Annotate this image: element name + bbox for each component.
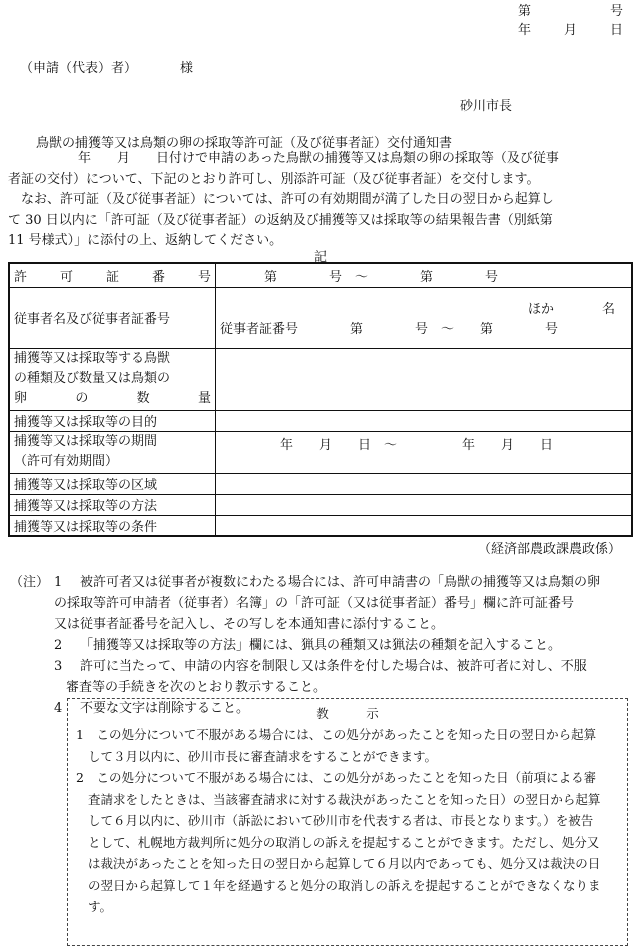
method-value <box>216 494 633 515</box>
honorific-sama: 様 <box>180 61 194 76</box>
intro-line-3: なお、許可証（及び従事者証）については、許可の有効期間が満了した日の翌日から起算し <box>21 192 554 207</box>
conditions-label: 捕獲等又は採取等の条件 <box>9 515 216 536</box>
purpose-label: 捕獲等又は採取等の目的 <box>9 410 216 431</box>
applicant-label: （申請（代表）者） <box>20 61 138 76</box>
period-value: 年 月 日 ～ 年 月 日 <box>216 431 633 473</box>
intro-line-4: て 30 日以内に「許可証（及び従事者証）の返納及び捕獲等又は採取等の結果報告書（別紙第 <box>8 212 553 228</box>
instruction-2-line-1: 2 この処分について不服がある場合には、この処分があったことを知った日（前項による審 <box>76 770 597 785</box>
date-day-label: 日 <box>610 23 624 38</box>
instruction-2-line-4: として、札幌地方裁判所に処分の取消しの訴えを提起することができます。ただし、処分又 <box>88 834 600 850</box>
worker-name-label: 従事者名及び従事者証番号 <box>9 287 216 348</box>
note-2-text: 「捕獲等又は採取等の方法」欄には、猟具の種類又は猟法の種類を記入すること。 <box>80 638 562 653</box>
instruction-title: 教 示 <box>316 706 379 721</box>
area-label: 捕獲等又は採取等の区域 <box>9 473 216 494</box>
intro-line-2: 者証の交付）について、下記のとおり許可し、別添許可証（及び従事者証）を交付します。 <box>8 171 540 187</box>
note-1-line-3: 又は従事者証番号を記入し、その写しを本通知書に添付すること。 <box>54 617 445 632</box>
instruction-2-line-3: して６月以内に、砂川市（訴訟において砂川市を代表する者は、市長となります。）を被告 <box>88 813 594 828</box>
note-1-line-1: 被許可者又は従事者が複数にわたる場合には、許可申請書の「鳥獣の捕獲等又は鳥類の卵 <box>80 575 601 590</box>
instruction-2-line-5: は裁決があったことを知った日の翌日から起算して６月以内であっても、処分又は裁決の日 <box>88 856 601 871</box>
ki-heading: 記 <box>314 250 328 265</box>
number-dai-label: 第 <box>518 4 532 19</box>
document-title: 鳥獣の捕獲等又は鳥類の卵の採取等許可証（及び従事者証）交付通知書 <box>36 136 453 151</box>
period-label: 捕獲等又は採取等の期間 （許可有効期間） <box>9 431 216 473</box>
worker-name-value <box>216 287 633 348</box>
mei-label: 名 <box>602 302 616 317</box>
instruction-1-line-1: 1 この処分について不服がある場合には、この処分があったことを知った日の翌日から起算 <box>76 727 597 742</box>
permit-number-value: 第 号 ～ 第 号 <box>216 263 633 287</box>
area-value <box>216 473 633 494</box>
note-4-text: 不要な文字は削除すること。 <box>80 701 250 716</box>
note-2-number: 2 <box>54 638 63 653</box>
conditions-value <box>216 515 633 536</box>
permit-table <box>8 262 633 537</box>
worker-cert-number: 従事者証番号 第 号 ～ 第 号 <box>220 322 559 337</box>
note-3-line-1: 許可に当たって、申請の内容を制限し又は条件を付した場合は、被許可者に対し、不服 <box>80 659 587 674</box>
note-4-number: 4 <box>54 701 63 716</box>
instruction-2-line-7: す。 <box>88 899 113 914</box>
species-quantity-value <box>216 348 633 410</box>
intro-line-1: 年 月 日付けで申請のあった鳥獣の捕獲等又は鳥類の卵の採取等（及び従事 <box>78 151 559 166</box>
purpose-value <box>216 410 633 431</box>
intro-line-5: 11 号様式）」に添付の上、返納してください。 <box>8 233 283 248</box>
hoka-label: ほか <box>528 302 555 317</box>
note-1-line-2: の採取等許可申請者（従事者）名簿」の「許可証（又は従事者証）番号」欄に許可証番号 <box>54 596 575 611</box>
permit-number-label: 許 可 証 番 号 <box>9 263 216 287</box>
notes-prefix: （注） <box>10 575 50 590</box>
department-label: （経済部農政課農政係） <box>478 542 622 557</box>
species-quantity-label: 捕獲等又は採取等する鳥獣 の種類及び数量又は鳥類の 卵 の 数 量 <box>9 348 216 410</box>
date-month-label: 月 <box>564 23 578 38</box>
number-go-label: 号 <box>610 4 624 19</box>
note-1-number: 1 <box>54 575 63 590</box>
method-label: 捕獲等又は採取等の方法 <box>9 494 216 515</box>
instruction-box <box>67 698 628 946</box>
note-3-number: 3 <box>54 659 63 674</box>
note-3-line-2: 審査等の手続きを次のとおり教示すること。 <box>66 680 327 695</box>
issuer-name: 砂川市長 <box>460 99 513 114</box>
notes-section <box>8 572 633 719</box>
instruction-2-line-6: の翌日から起算して１年を経過すると処分の取消しの訴えを提起することができなくなりま <box>88 877 601 893</box>
instruction-2-line-2: 査請求をしたときは、当該審査請求に対する裁決があったことを知った日）の翌日から起算 <box>88 791 601 807</box>
date-year-label: 年 <box>518 23 532 38</box>
instruction-1-line-2: して３月以内に、砂川市長に審査請求をすることができます。 <box>88 748 438 764</box>
